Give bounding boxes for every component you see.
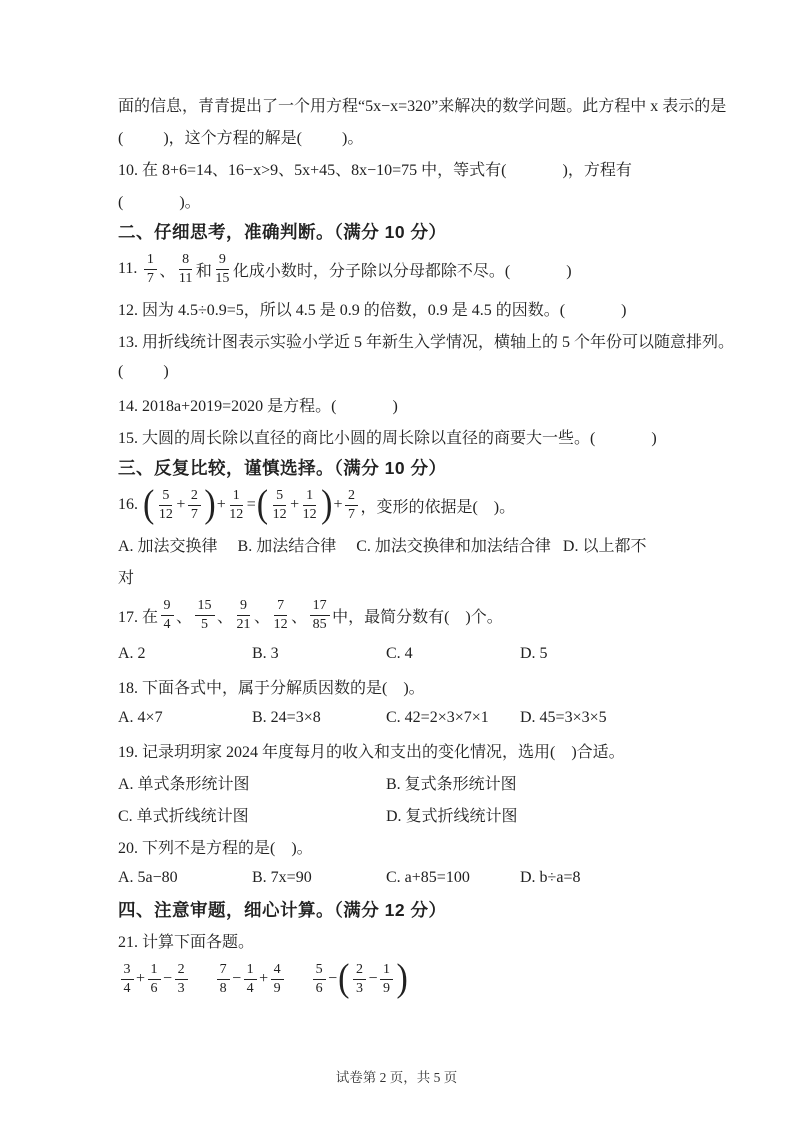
big-left-paren: ( (256, 483, 269, 526)
question-16-options-wrap (118, 560, 684, 592)
option: D. 45=3×3×5 (520, 709, 607, 726)
text-run: 、 (291, 608, 308, 626)
fraction-numerator: 2 (175, 961, 188, 980)
option: A. 4×7 (118, 709, 163, 726)
fraction-numerator: 9 (237, 597, 250, 616)
fraction-numerator: 2 (188, 487, 201, 506)
text-run: + (259, 970, 269, 987)
text-run: 20. 下列不是方程的是( )。 (118, 839, 313, 857)
text-run: 、 (176, 608, 193, 626)
fraction-numerator: 7 (217, 961, 230, 980)
fraction-numerator: 17 (310, 597, 330, 616)
text-run: 中，最简分数有( )个。 (332, 608, 503, 626)
big-left-paren: ( (143, 483, 155, 526)
question-21-expressions (118, 956, 684, 1002)
question-10-text (118, 152, 684, 184)
question-16-options (118, 528, 684, 560)
question-14 (118, 388, 684, 420)
question-13-text (118, 324, 735, 356)
text-run: 三、反复比较，谨慎选择。（满分 10 分） (118, 457, 447, 478)
text-run: 18. 下面各式中，属于分解质因数的是( )。 (118, 679, 425, 697)
fraction (148, 961, 161, 997)
text-run: 21. 计算下面各题。 (118, 933, 255, 951)
fraction-denominator: 85 (312, 616, 327, 632)
fraction-numerator: 8 (179, 251, 192, 270)
question-18 (118, 670, 684, 702)
fraction (345, 487, 358, 523)
fraction-denominator: 3 (177, 980, 185, 996)
question-9-blanks (118, 120, 684, 152)
fraction (244, 961, 257, 997)
text-run: 、 (217, 608, 234, 626)
fraction-numerator: 4 (271, 961, 284, 980)
question-18-options (118, 702, 684, 734)
text-run: + (136, 970, 146, 987)
text-run (286, 970, 310, 988)
text-run: ( )，这个方程的解是( )。 (118, 129, 364, 147)
option: C. 42=2×3×7×1 (386, 709, 489, 726)
fraction (121, 961, 134, 997)
option: D. b÷a=8 (520, 869, 581, 886)
option: C. a+85=100 (386, 869, 470, 886)
option: A. 2 (118, 645, 146, 662)
big-right-paren: ) (204, 483, 216, 526)
option: B. 复式条形统计图 (386, 775, 517, 793)
text-run: 17. 在 (118, 608, 159, 626)
fraction-numerator: 9 (216, 251, 229, 270)
option: C. 单式折线统计图 (118, 807, 249, 825)
option: B. 7x=90 (252, 869, 312, 886)
fraction (302, 487, 318, 523)
text-run: 12. 因为 4.5÷0.9=5，所以 4.5 是 0.9 的倍数，0.9 是 4.5 的因数。( ) (118, 301, 627, 319)
fraction-numerator: 1 (380, 961, 393, 980)
text-run: − (368, 970, 378, 987)
option: A. 单式条形统计图 (118, 775, 250, 793)
text-run: 11. (118, 260, 142, 277)
fraction-denominator: 4 (123, 980, 131, 996)
question-9-text (118, 88, 727, 120)
document-body (118, 88, 735, 1002)
option: A. 5a−80 (118, 869, 178, 886)
option: D. 5 (520, 645, 548, 662)
fraction-denominator: 6 (150, 980, 158, 996)
text-run: − (232, 970, 242, 987)
text-run: − (328, 970, 338, 987)
big-right-paren: ) (321, 483, 333, 526)
question-16 (118, 482, 684, 528)
fraction-denominator: 12 (302, 506, 317, 522)
text-run: 10. 在 8+6=14、16−x>9、5x+45、8x−10=75 中，等式有( )，方程有 (118, 161, 632, 179)
fraction-numerator: 5 (273, 487, 286, 506)
fraction-denominator: 7 (146, 270, 154, 286)
question-12 (118, 292, 684, 324)
fraction-numerator: 2 (353, 961, 366, 980)
section-3-heading (118, 452, 684, 482)
text-run: + (176, 496, 186, 513)
option: C. 4 (386, 645, 413, 662)
text-run (190, 970, 214, 988)
fraction-denominator: 11 (178, 270, 193, 286)
text-run: ( ) (118, 363, 169, 380)
fraction (158, 487, 174, 523)
question-20 (118, 830, 684, 862)
text-run: + (290, 496, 300, 513)
fraction (178, 251, 193, 287)
fraction (195, 597, 215, 633)
fraction (236, 597, 252, 633)
text-run: 化成小数时，分子除以分母都除不尽。( ) (232, 262, 572, 280)
fraction-denominator: 3 (355, 980, 363, 996)
text-run: 13. 用折线统计图表示实验小学近 5 年新生入学情况，横轴上的 5 个年份可以随意排列。 (118, 333, 735, 351)
fraction-numerator: 1 (303, 487, 316, 506)
fraction-denominator: 5 (201, 616, 209, 632)
text-run: 19. 记录玥玥家 2024 年度每月的收入和支出的变化情况，选用( )合适。 (118, 743, 625, 761)
fraction-denominator: 9 (273, 980, 281, 996)
fraction-denominator: 4 (246, 980, 254, 996)
fraction-denominator: 8 (219, 980, 227, 996)
fraction (272, 487, 288, 523)
fraction-numerator: 15 (195, 597, 215, 616)
fraction-numerator: 1 (230, 487, 243, 506)
fraction-denominator: 12 (273, 616, 288, 632)
fraction (380, 961, 393, 997)
fraction-denominator: 21 (236, 616, 251, 632)
text-run: + (333, 496, 343, 513)
question-17-options (118, 638, 684, 670)
text-run: 二、仔细思考，准确判断。（满分 10 分） (118, 221, 447, 242)
fraction (144, 251, 157, 287)
fraction-numerator: 3 (121, 961, 134, 980)
big-left-paren: ( (338, 957, 350, 1000)
question-15 (118, 420, 684, 452)
section-4-heading (118, 894, 684, 924)
text-run: 15. 大圆的周长除以直径的商比小圆的周长除以直径的商要大一些。( ) (118, 429, 657, 447)
text-run: 14. 2018a+2019=2020 是方程。( ) (118, 397, 398, 415)
fraction-denominator: 7 (190, 506, 198, 522)
fraction (313, 961, 326, 997)
fraction-denominator: 15 (215, 270, 230, 286)
question-10-blank (118, 184, 684, 216)
text-run: ( )。 (118, 193, 201, 211)
text-run: 对 (118, 569, 135, 587)
fraction (310, 597, 330, 633)
fraction-numerator: 5 (313, 961, 326, 980)
section-2-heading (118, 216, 684, 246)
question-21 (118, 924, 684, 956)
option: B. 3 (252, 645, 279, 662)
text-run: A. 加法交换律 B. 加法结合律 C. 加法交换律和加法结合律 D. 以上都不 (118, 537, 647, 555)
fraction (228, 487, 244, 523)
fraction-numerator: 2 (345, 487, 358, 506)
page-footer: 试卷第 2 页，共 5 页 (335, 1070, 458, 1085)
fraction-denominator: 4 (163, 616, 171, 632)
text-run: ，变形的依据是( )。 (360, 498, 516, 516)
question-19-options-cd (118, 798, 684, 830)
fraction-denominator: 12 (158, 506, 173, 522)
question-20-options (118, 862, 684, 894)
fraction-numerator: 1 (148, 961, 161, 980)
text-run: + (216, 496, 226, 513)
text-run: 和 (195, 262, 212, 280)
big-right-paren: ) (396, 957, 408, 1000)
question-11 (118, 246, 684, 292)
question-17 (118, 592, 684, 638)
text-run: 、 (159, 262, 176, 280)
fraction-denominator: 7 (347, 506, 355, 522)
fraction (353, 961, 366, 997)
fraction (188, 487, 201, 523)
fraction (161, 597, 174, 633)
fraction-denominator: 12 (272, 506, 287, 522)
fraction (217, 961, 230, 997)
fraction-numerator: 7 (274, 597, 287, 616)
option: B. 24=3×8 (252, 709, 321, 726)
fraction-numerator: 1 (144, 251, 157, 270)
text-run: = (246, 496, 256, 513)
fraction-denominator: 12 (229, 506, 244, 522)
fraction-denominator: 9 (383, 980, 391, 996)
text-run: 16. (118, 496, 142, 513)
fraction (273, 597, 289, 633)
text-run: 、 (254, 608, 271, 626)
question-19-options-ab (118, 766, 684, 798)
question-19 (118, 734, 684, 766)
fraction-denominator: 6 (315, 980, 323, 996)
text-run: 四、注意审题，细心计算。（满分 12 分） (118, 899, 447, 920)
fraction (214, 251, 230, 287)
question-13-blank (118, 356, 684, 388)
fraction-numerator: 9 (161, 597, 174, 616)
option: D. 复式折线统计图 (386, 807, 518, 825)
text-run: − (163, 970, 173, 987)
fraction (271, 961, 284, 997)
fraction (175, 961, 188, 997)
fraction-numerator: 5 (159, 487, 172, 506)
text-run: 面的信息，青青提出了一个用方程“5x−x=320”来解决的数学问题。此方程中 x 表示的是 (118, 97, 727, 115)
fraction-numerator: 1 (244, 961, 257, 980)
